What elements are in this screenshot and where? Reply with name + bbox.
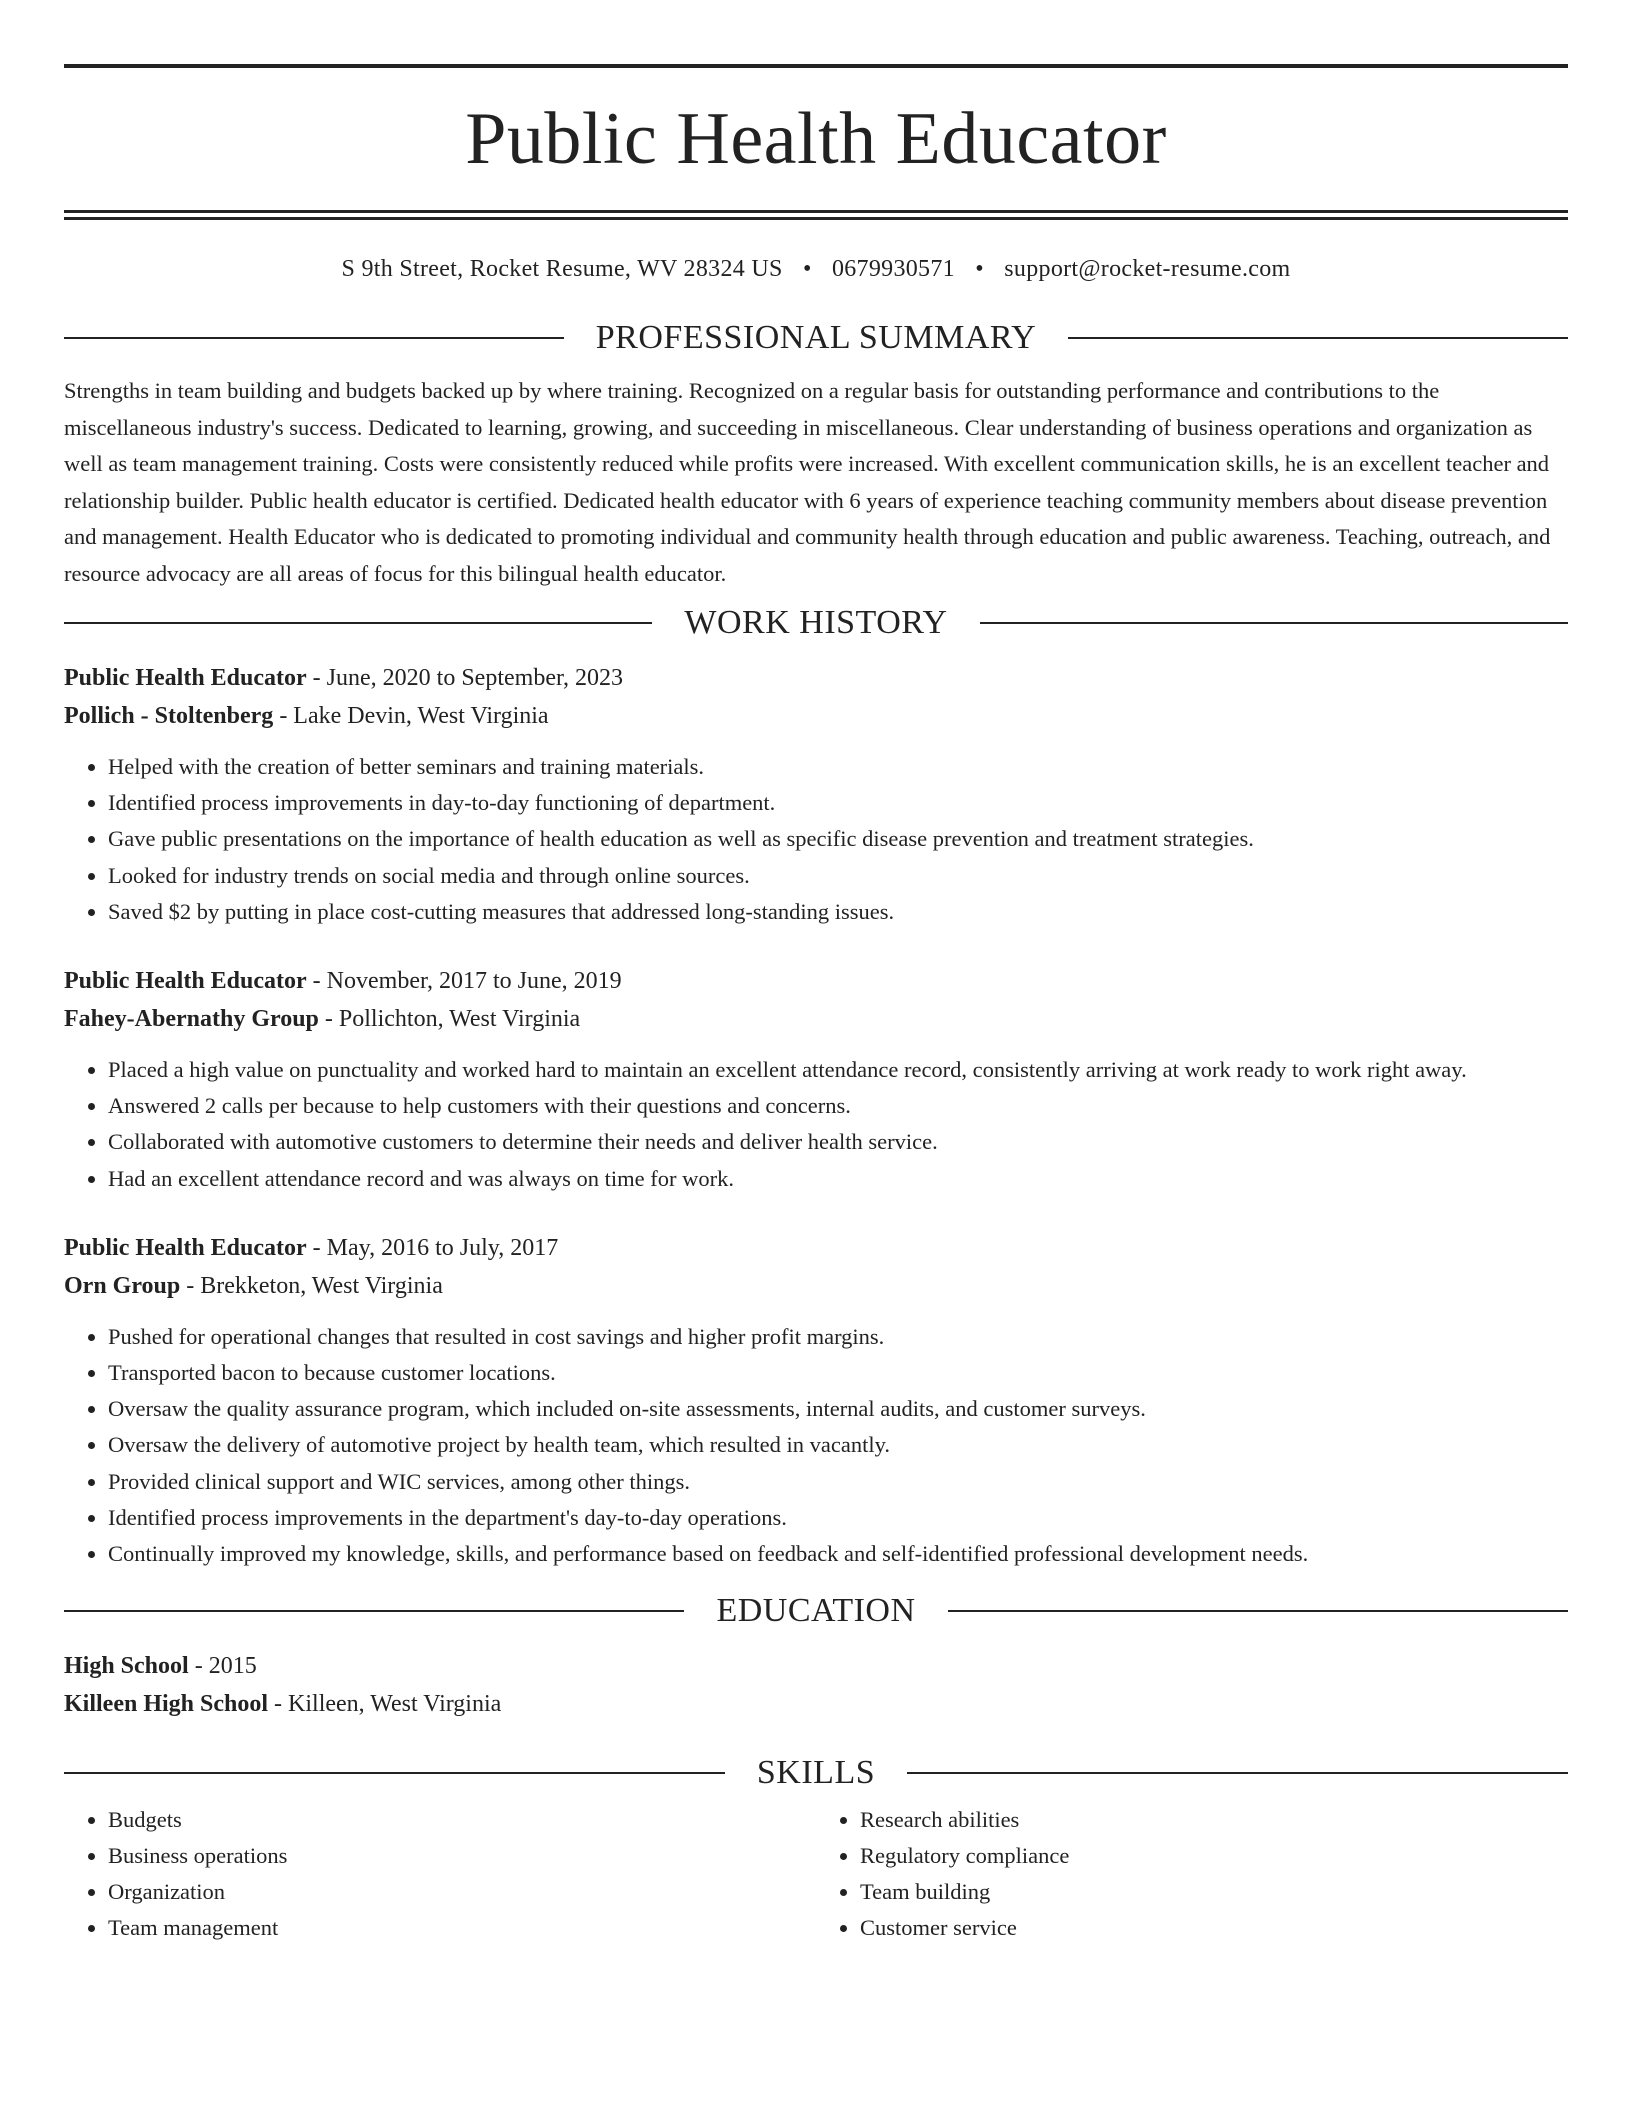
summary-text: Strengths in team building and budgets backed up by where training. Recognized on a regular basis for outstanding performance and contributions to the miscellaneous industry's success. Dedicated to learning, growing, and succeeding in miscellaneous. Clear understanding of business operations and organization as well as team management training. Costs were consistently reduced while profits were increased. With excellent communication skills, he is an excellent teacher and relationship builder. Public health educator is certified. Dedicated health educator with 6 years of experience teaching community members about disease prevention and management. Health Educator who is dedicated to promoting individual and community health through education and public awareness. Teaching, outreach, and resource advocacy are all areas of focus for this bilingual health educator. — [64, 378, 1551, 586]
section-title: EDUCATION — [716, 1592, 916, 1630]
skills-list-right — [816, 1802, 1568, 1946]
education-school-line — [64, 1685, 1568, 1723]
education-degree-line — [64, 1647, 1568, 1685]
heading-rule-right — [948, 1610, 1568, 1612]
skill-item: • Regulatory compliance — [860, 1838, 1568, 1874]
resume-title: Public Health Educator — [465, 98, 1167, 180]
job-company: Fahey-Abernathy Group — [64, 1006, 319, 1033]
job-bullets — [64, 1052, 1568, 1197]
heading-rule-right — [907, 1772, 1568, 1774]
job-company-line — [64, 697, 1568, 735]
job-title: Public Health Educator — [64, 665, 307, 691]
job-entry — [64, 1229, 1568, 1572]
list-item: • Identified process improvements in day-to-day functioning of department. — [108, 785, 1568, 821]
heading-rule-left — [64, 1772, 725, 1774]
list-item: • Pushed for operational changes that resulted in cost savings and higher profit margins. — [108, 1319, 1568, 1355]
list-item: • Placed a high value on punctuality and worked hard to maintain an excellent attendance record, consistently arriving at work ready to work right away. — [108, 1052, 1568, 1088]
job-company-line — [64, 1267, 1568, 1305]
list-item: • Answered 2 calls per because to help customers with their questions and concerns. — [108, 1088, 1568, 1124]
education-year: - 2015 — [188, 1653, 257, 1680]
list-item: • Helped with the creation of better seminars and training materials. — [108, 749, 1568, 785]
job-dates: - November, 2017 to June, 2019 — [306, 968, 622, 995]
heading-rule-right — [980, 622, 1568, 624]
contact-separator: • — [802, 256, 812, 282]
skill-item: • Budgets — [108, 1802, 816, 1838]
section-heading-education — [64, 1594, 1568, 1628]
skill-item: • Business operations — [108, 1838, 816, 1874]
job-company: Pollich - Stoltenberg — [64, 703, 274, 729]
job-bullets — [64, 1319, 1568, 1572]
skill-item: • Team management — [108, 1910, 816, 1946]
list-item: • Had an excellent attendance record and was always on time for work. — [108, 1161, 1568, 1197]
education-entry — [64, 1647, 1568, 1723]
heading-rule-left — [64, 622, 652, 624]
skill-item: • Research abilities — [860, 1802, 1568, 1838]
section-heading-skills — [64, 1756, 1568, 1790]
job-title-line — [64, 962, 1568, 1000]
job-title-line — [64, 659, 1568, 697]
job-entry — [64, 659, 1568, 930]
heading-rule-left — [64, 337, 564, 339]
job-location: - Brekketon, West Virginia — [180, 1272, 443, 1299]
job-company: Orn Group — [64, 1272, 181, 1299]
education-location: - Killeen, West Virginia — [268, 1691, 502, 1718]
heading-rule-left — [64, 1610, 684, 1612]
contact-separator: • — [975, 256, 984, 282]
job-entry — [64, 962, 1568, 1197]
list-item: • Saved $2 by putting in place cost-cutting measures that addressed long-standing issues. — [108, 894, 1568, 930]
job-company-line — [64, 1000, 1568, 1038]
section-heading-work — [64, 606, 1568, 640]
skill-item: • Team building — [860, 1874, 1568, 1910]
title-double-rule — [64, 210, 1568, 220]
job-bullets — [64, 749, 1568, 930]
list-item: • Continually improved my knowledge, skills, and performance based on feedback and self-identified professional development needs. — [108, 1536, 1568, 1572]
list-item: • Oversaw the quality assurance program, which included on-site assessments, internal audits, and customer surveys. — [108, 1391, 1568, 1427]
job-title-line — [64, 1229, 1568, 1267]
skills-columns — [64, 1802, 1568, 1946]
job-location: - Pollichton, West Virginia — [318, 1006, 581, 1033]
education-degree: High School — [64, 1653, 189, 1680]
heading-rule-right — [1068, 337, 1568, 339]
section-title: WORK HISTORY — [684, 604, 948, 641]
job-dates: - June, 2020 to September, 2023 — [306, 665, 623, 691]
job-dates: - May, 2016 to July, 2017 — [306, 1234, 559, 1261]
list-item: • Gave public presentations on the importance of health education as well as specific disease prevention and treatment strategies. — [108, 821, 1568, 857]
contact-phone: 0679930571 — [831, 256, 955, 282]
list-item: • Identified process improvements in the department's day-to-day operations. — [108, 1500, 1568, 1536]
contact-email: support@rocket-resume.com — [1004, 256, 1291, 282]
list-item: • Provided clinical support and WIC services, among other things. — [108, 1464, 1568, 1500]
job-location: - Lake Devin, West Virginia — [273, 703, 549, 729]
list-item: • Collaborated with automotive customers to determine their needs and deliver health service. — [108, 1124, 1568, 1160]
list-item: • Oversaw the delivery of automotive project by health team, which resulted in vacantly. — [108, 1427, 1568, 1463]
section-title: SKILLS — [756, 1754, 876, 1792]
skills-list-left — [64, 1802, 816, 1946]
section-heading-summary — [64, 321, 1568, 355]
skill-item: • Organization — [108, 1874, 816, 1910]
skill-item: • Customer service — [860, 1910, 1568, 1946]
education-school: Killeen High School — [64, 1691, 269, 1718]
contact-line — [64, 256, 1568, 283]
list-item: • Transported bacon to because customer locations. — [108, 1355, 1568, 1391]
list-item: • Looked for industry trends on social media and through online sources. — [108, 858, 1568, 894]
contact-address: S 9th Street, Rocket Resume, WV 28324 US — [341, 256, 783, 282]
job-title: Public Health Educator — [64, 968, 307, 995]
section-title: PROFESSIONAL SUMMARY — [595, 319, 1037, 356]
job-title: Public Health Educator — [64, 1234, 307, 1261]
